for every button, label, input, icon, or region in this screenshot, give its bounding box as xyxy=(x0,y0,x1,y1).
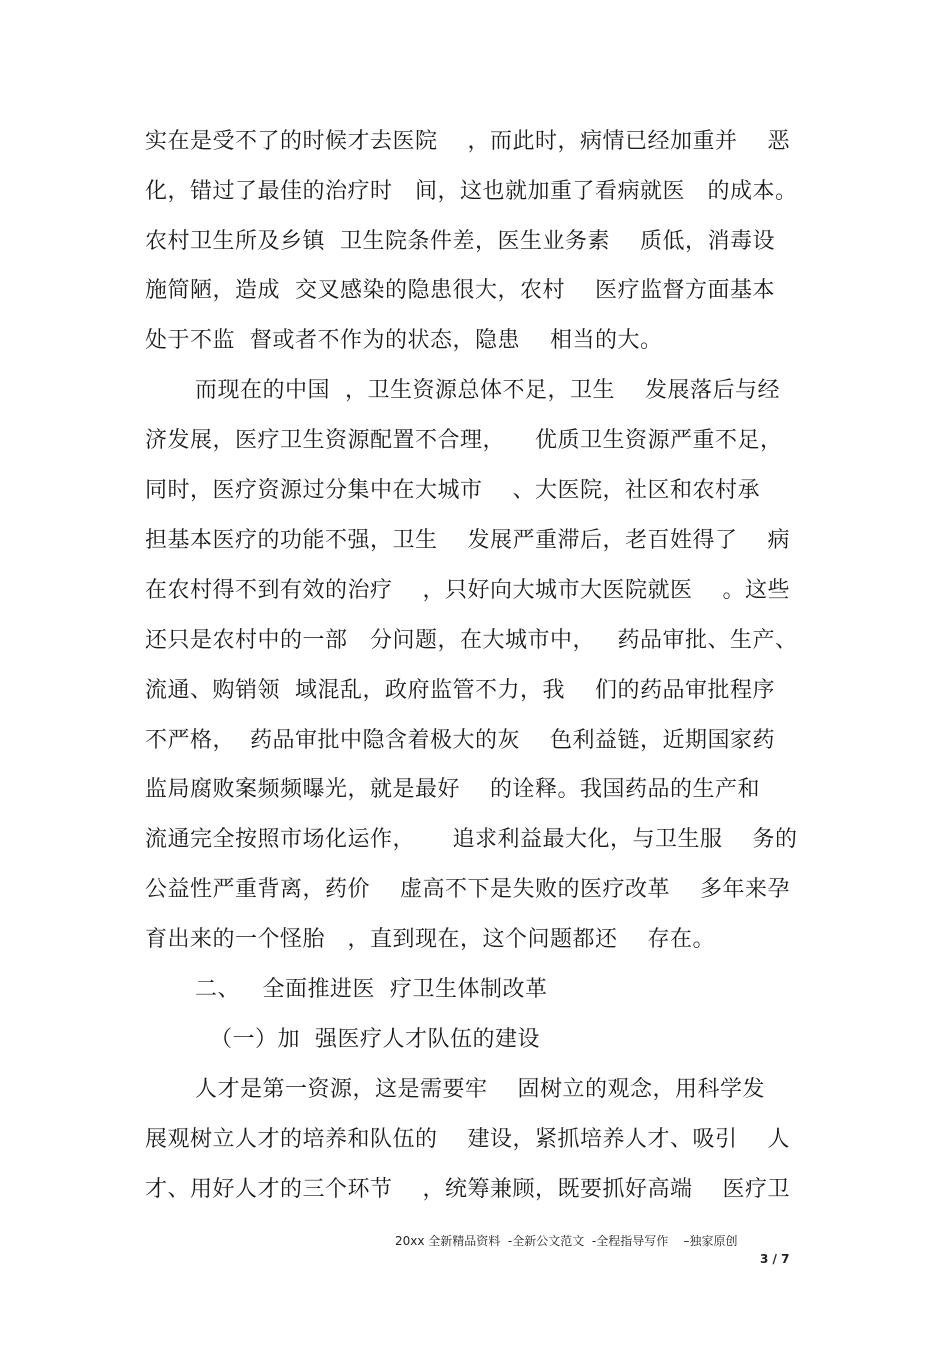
body-line: 施简陋，造成 交叉感染的隐患很大，农村 医疗监督方面基本 xyxy=(145,278,775,303)
page-number: 3 / 7 xyxy=(760,1252,790,1266)
body-line: 不严格， 药品审批中隐含着极大的灰 色利益链，近期国家药 xyxy=(145,728,775,753)
subsection-heading: （一）加 强医疗人才队伍的建设 xyxy=(210,1027,540,1052)
body-line: 实在是受不了的时候才去医院 ，而此时，病情已经加重并 恶 xyxy=(145,129,790,154)
body-line: 农村卫生所及乡镇 卫生院条件差，医生业务素 质低，消毒设 xyxy=(145,229,775,254)
body-line: 济发展，医疗卫生资源配置不合理， 优质卫生资源严重不足， xyxy=(145,428,783,453)
body-line: 流通、购销领 域混乱，政府监管不力，我 们的药品审批程序 xyxy=(145,678,775,703)
body-line: 担基本医疗的功能不强，卫生 发展严重滞后，老百姓得了 病 xyxy=(145,528,790,553)
body-line: 流通完全按照市场化运作， 追求利益最大化，与卫生服 务的 xyxy=(145,827,798,852)
body-line: 还只是农村中的一部 分问题，在大城市中， 药品审批、生产、 xyxy=(145,628,798,653)
body-line: 监局腐败案频频曝光，就是最好 的诠释。我国药品的生产和 xyxy=(145,777,760,802)
body-line: 人才是第一资源，这是需要牢 固树立的观念，用科学发 xyxy=(195,1077,765,1102)
body-line: 公益性严重背离，药价 虚高不下是失败的医疗改革 多年来孕 xyxy=(145,877,790,902)
body-line: 而现在的中国 ，卫生资源总体不足，卫生 发展落后与经 xyxy=(195,378,780,403)
body-line: 在农村得不到有效的治疗 ，只好向大城市大医院就医 。这些 xyxy=(145,578,790,603)
body-line: 化，错过了最佳的治疗时 间，这也就加重了看病就医 的成本。 xyxy=(145,179,798,204)
page-footer: 20xx 全新精品资料 -全新公文范文 -全程指导写作 –独家原创 xyxy=(395,1234,738,1248)
section-heading: 二、 全面推进医 疗卫生体制改革 xyxy=(195,977,548,1002)
body-line: 展观树立人才的培养和队伍的 建设，紧抓培养人才、吸引 人 xyxy=(145,1127,790,1152)
body-line: 才、用好人才的三个环节 ，统筹兼顾，既要抓好高端 医疗卫 xyxy=(145,1177,790,1202)
body-line: 同时，医疗资源过分集中在大城市 、大医院，社区和农村承 xyxy=(145,478,760,503)
body-line: 处于不监 督或者不作为的状态，隐患 相当的大。 xyxy=(145,328,663,353)
body-line: 育出来的一个怪胎 ，直到现在，这个问题都还 存在。 xyxy=(145,927,715,952)
